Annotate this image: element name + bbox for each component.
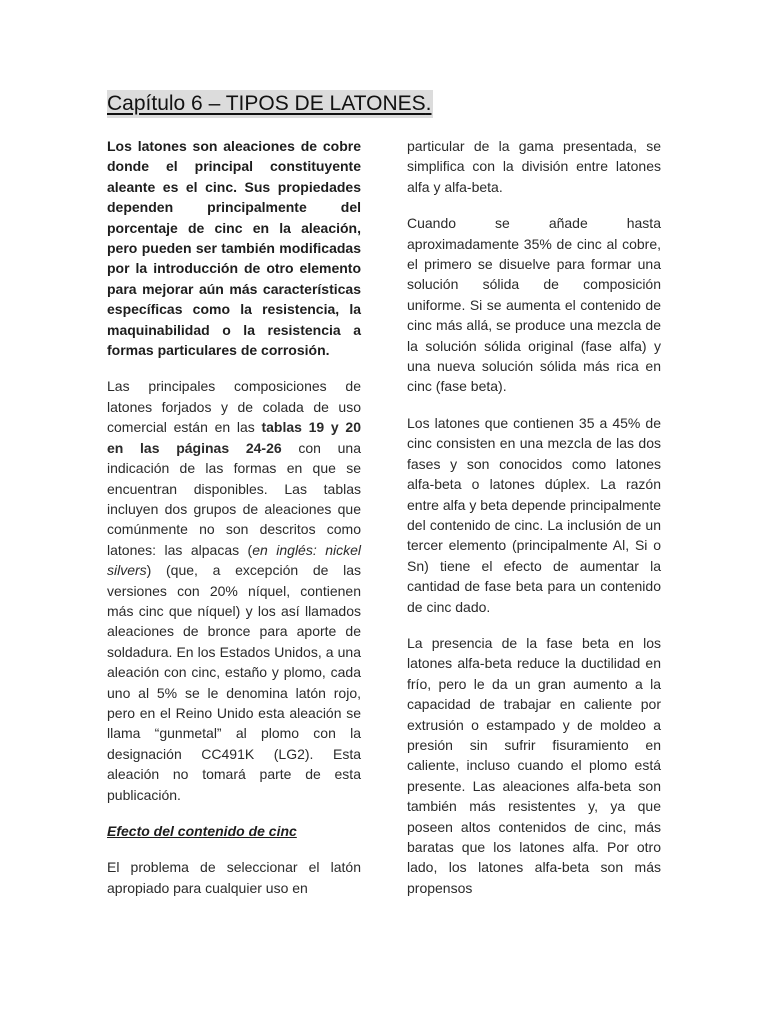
tables-reference: tablas 19 y 20 en las páginas 24-26 — [107, 419, 361, 456]
english-term: en inglés: nickel silvers — [107, 541, 361, 579]
compositions-paragraph — [107, 376, 361, 805]
left-column — [107, 136, 361, 898]
spacer — [107, 805, 361, 821]
spacer — [107, 841, 361, 857]
spacer — [407, 197, 661, 213]
compositions-text-a: Las principales composiciones de latones forjados y de colada de uso comercial están en las — [107, 378, 361, 436]
continuation-paragraph: particular de la gama presentada, se simplifica con la división entre latones alfa y alfa-beta. — [407, 138, 661, 195]
alpha-phase-paragraph: Cuando se añade hasta aproximadamente 35% de cinc al cobre, el primero se disuelve para formar una solución sólida de composición uniforme. Si se aumenta el contenido de cinc más allá, se produce una mezcla de la solución sólida original (fase alfa) y una nueva solución sólida más rica en cinc (fase beta). — [407, 215, 661, 395]
compositions-text-c: con una indicación de las formas en que se encuentran disponibles. Las tablas incluyen dos grupos de aleaciones que comúnmente no son descritos como latones: las alpacas ( — [107, 439, 361, 558]
selection-paragraph: El problema de seleccionar el latón apropiado para cualquier uso en — [107, 859, 361, 896]
chapter-title-period: . — [425, 92, 432, 115]
right-column — [407, 136, 661, 898]
section-heading: Efecto del contenido de cinc — [107, 823, 297, 839]
compositions-text-e: ) (que, a excepción de las versiones con 20% níquel, contienen más cinc que níquel) y los así llamados aleaciones de bronce para aporte de soldadura. En los Estados Unidos, a una aleación con cinc, estaño y plomo, cada uno al 5% se le denomina latón rojo, pero en el Reino Unido esta aleación se llama “gunmetal” al plomo con la designación CC491K (LG2). Esta aleación no tomará parte de esta publicación. — [107, 562, 361, 803]
spacer — [407, 617, 661, 633]
chapter-title — [107, 90, 433, 118]
intro-paragraph: Los latones son aleaciones de cobre donde el principal constituyente aleante es el cinc. Sus propiedades dependen principalmente del porcentaje de cinc en la aleación, pero pueden ser también modificadas por la introducción de otro elemento para mejorar aún más características específicas como la resistencia, la maquinabilidad o la resistencia a formas particulares de corrosión. — [107, 138, 361, 359]
spacer — [107, 360, 361, 376]
spacer — [407, 397, 661, 413]
beta-phase-paragraph: La presencia de la fase beta en los latones alfa-beta reduce la ductilidad en frío, pero le da un gran aumento a la capacidad de trabajar en caliente por extrusión o estampado y de moldeo a presión sin sufrir fisuramiento en caliente, incluso cuando el plomo está presente. Las aleaciones alfa-beta son también más resistentes y, ya que poseen altos contenidos de cinc, más baratas que los latones alfa. Por otro lado, los latones alfa-beta son más propensos — [407, 634, 661, 896]
chapter-title-text: Capítulo 6 – TIPOS DE LATONES — [107, 92, 426, 115]
duplex-paragraph: Los latones que contienen 35 a 45% de cinc consisten en una mezcla de las dos fases y son conocidos como latones alfa-beta o latones dúplex. La razón entre alfa y beta depende principalmente del contenido de cinc. La inclusión de un tercer elemento (principalmente Al, Si o Sn) tiene el efecto de aumentar la cantidad de fase beta para un contenido de cinc dado. — [407, 414, 661, 615]
